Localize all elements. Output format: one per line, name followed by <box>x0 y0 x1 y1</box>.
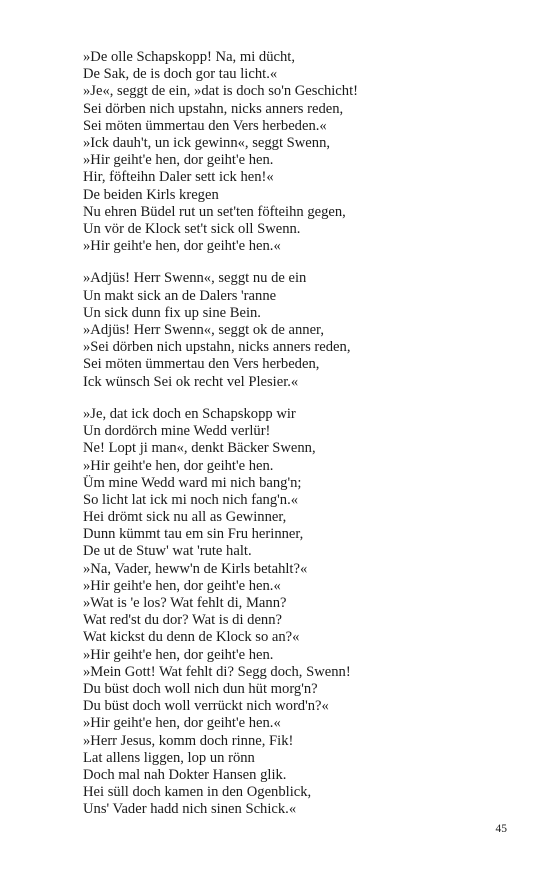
poem-text <box>83 49 503 834</box>
poem-line: »Wat is 'e los? Wat fehlt di, Mann? <box>83 595 287 611</box>
poem-line: Sei dörben nich upstahn, nicks anners reden, <box>83 100 344 117</box>
poem-line: So licht lat ick mi noch nich fang'n.« <box>83 491 299 508</box>
poem-line: Üm mine Wedd ward mi nich bang'n; <box>83 474 302 491</box>
poem-line: Doch mal nah Dokter Hansen glik. <box>83 766 287 783</box>
poem-line: Ne! Lopt ji man«, denkt Bäcker Swenn, <box>83 440 316 457</box>
poem-line: »Je, dat ick doch en Schapskopp wir <box>83 405 296 422</box>
poem-line: »Hir geiht'e hen, dor geiht'e hen.« <box>83 238 281 255</box>
poem-line: Un dordörch mine Wedd verlür! <box>83 423 271 440</box>
poem-line: Sei möten ümmertau den Vers herbeden, <box>83 356 320 373</box>
poem-line: Hei drömt sick nu all as Gewinner, <box>83 509 287 526</box>
poem-line: Du büst doch woll nich dun hüt morg'n? <box>83 680 318 697</box>
poem-line: Sei möten ümmertau den Vers herbeden.« <box>83 117 327 134</box>
poem-line: »Mein Gott! Wat fehlt di? Segg doch, Swenn! <box>83 663 351 680</box>
poem-line: »Hir geiht'e hen, dor geiht'e hen.« <box>83 577 281 594</box>
stanza <box>83 49 503 255</box>
poem-line: »De olle Schapskopp! Na, mi dücht, <box>83 49 295 65</box>
poem-line: »Adjüs! Herr Swenn«, seggt nu de ein <box>83 270 307 287</box>
poem-line: Dunn kümmt tau em sin Fru herinner, <box>83 526 304 543</box>
poem-line: »Hir geiht'e hen, dor geiht'e hen. <box>83 646 274 663</box>
poem-line: »Herr Jesus, komm doch rinne, Fik! <box>83 732 294 749</box>
poem-line: »Je«, seggt de ein, »dat is doch so'n Geschicht! <box>83 83 358 100</box>
poem-line: »Hir geiht'e hen, dor geiht'e hen.« <box>83 715 281 732</box>
poem-line: De ut de Stuw' wat 'rute halt. <box>83 543 252 560</box>
poem-line: Lat allens liggen, lop un rönn <box>83 749 255 766</box>
page-number: 45 <box>495 823 507 835</box>
poem-line: Un vör de Klock set't sick oll Swenn. <box>83 220 301 237</box>
stanza <box>83 270 503 390</box>
poem-line: Un makt sick an de Dalers 'ranne <box>83 287 277 304</box>
poem-line: »Sei dörben nich upstahn, nicks anners reden, <box>83 339 351 356</box>
poem-line: Uns' Vader hadd nich sinen Schick.« <box>83 801 297 818</box>
stanza <box>83 406 503 819</box>
poem-line: Wat red'st du dor? Wat is di denn? <box>83 612 283 629</box>
poem-line: Nu ehren Büdel rut un set'ten föfteihn gegen, <box>83 203 346 220</box>
poem-line: Ick wünsch Sei ok recht vel Plesier.« <box>83 373 299 390</box>
poem-line: Du büst doch woll verrückt nich word'n?« <box>83 698 329 715</box>
poem-line: »Hir geiht'e hen, dor geiht'e hen. <box>83 152 274 169</box>
poem-line: »Adjüs! Herr Swenn«, seggt ok de anner, <box>83 322 324 338</box>
poem-line: Wat kickst du denn de Klock so an?« <box>83 629 300 646</box>
poem-line: »Ick dauh't, un ick gewinn«, seggt Swenn, <box>83 134 331 151</box>
poem-line: »Hir geiht'e hen, dor geiht'e hen. <box>83 457 274 474</box>
poem-line: Un sick dunn fix up sine Bein. <box>83 304 261 321</box>
poem-line: Hir, föfteihn Daler sett ick hen!« <box>83 169 274 186</box>
poem-line: Hei süll doch kamen in den Ogenblick, <box>83 784 312 801</box>
poem-line: De beiden Kirls kregen <box>83 186 219 203</box>
poem-line: De Sak, de is doch gor tau licht.« <box>83 66 278 83</box>
poem-line: »Na, Vader, heww'n de Kirls betahlt?« <box>83 560 308 577</box>
